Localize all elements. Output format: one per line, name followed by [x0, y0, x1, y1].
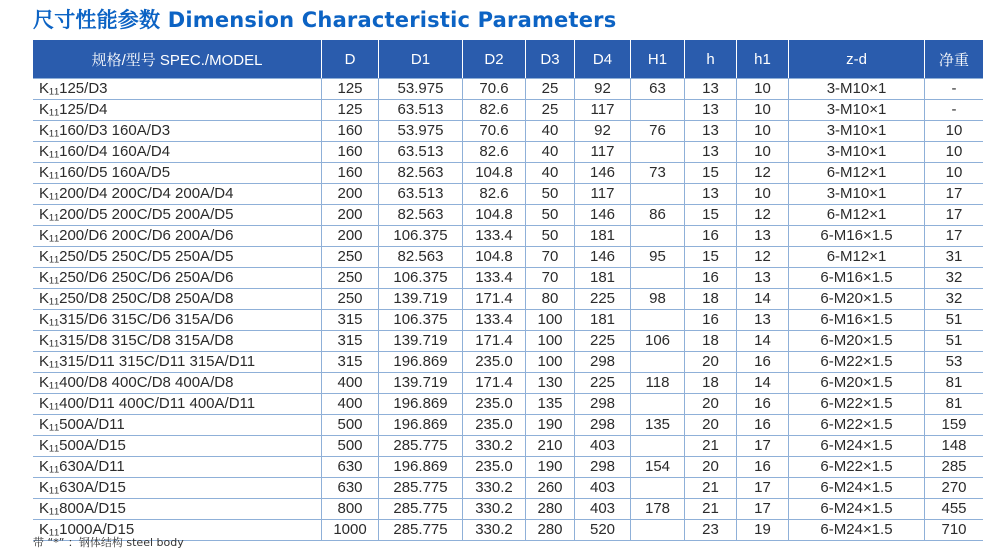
table-row — [33, 120, 983, 141]
table-cell: 6-M20×1.5 — [788, 288, 924, 309]
table-cell: 455 — [924, 498, 983, 519]
table-cell: 315 — [321, 351, 378, 372]
table-row — [33, 477, 983, 498]
table-cell: 100 — [525, 309, 574, 330]
table-cell: 82.563 — [378, 246, 462, 267]
table-cell: 32 — [924, 288, 983, 309]
table-cell: 196.869 — [378, 393, 462, 414]
model-cell: K₁₁800A/D15 — [33, 498, 321, 519]
table-cell: 13 — [684, 78, 736, 99]
column-header: D1 — [378, 40, 462, 78]
table-cell: 500 — [321, 435, 378, 456]
table-cell: 106 — [630, 330, 684, 351]
table-cell: 63 — [630, 78, 684, 99]
table-cell: 15 — [684, 246, 736, 267]
table-row — [33, 225, 983, 246]
table-cell: 125 — [321, 99, 378, 120]
model-cell: K₁₁250/D8 250C/D8 250A/D8 — [33, 288, 321, 309]
table-cell: 10 — [924, 141, 983, 162]
table-cell: 15 — [684, 204, 736, 225]
table-cell: 330.2 — [462, 498, 525, 519]
table-cell: 73 — [630, 162, 684, 183]
table-cell: 13 — [684, 99, 736, 120]
model-cell: K₁₁250/D6 250C/D6 250A/D6 — [33, 267, 321, 288]
table-cell: 298 — [574, 456, 630, 477]
table-cell: 400 — [321, 372, 378, 393]
table-cell: 133.4 — [462, 309, 525, 330]
model-cell: K₁₁400/D8 400C/D8 400A/D8 — [33, 372, 321, 393]
table-cell: 13 — [684, 141, 736, 162]
table-cell: 285 — [924, 456, 983, 477]
table-row — [33, 162, 983, 183]
table-cell: 235.0 — [462, 351, 525, 372]
table-cell: 16 — [684, 309, 736, 330]
model-cell: K₁₁160/D3 160A/D3 — [33, 120, 321, 141]
table-cell — [630, 225, 684, 246]
table-cell: 6-M20×1.5 — [788, 330, 924, 351]
table-cell: 6-M24×1.5 — [788, 498, 924, 519]
table-cell: 50 — [525, 204, 574, 225]
table-cell — [630, 435, 684, 456]
table-cell: 31 — [924, 246, 983, 267]
table-cell: 12 — [736, 162, 788, 183]
table-cell: 225 — [574, 288, 630, 309]
table-cell: 40 — [525, 141, 574, 162]
table-cell: 710 — [924, 519, 983, 541]
column-header: D3 — [525, 40, 574, 78]
table-cell: 12 — [736, 204, 788, 225]
table-cell: 13 — [736, 225, 788, 246]
table-row — [33, 204, 983, 225]
table-cell: 100 — [525, 351, 574, 372]
table-cell: 16 — [736, 393, 788, 414]
table-cell: 20 — [684, 393, 736, 414]
table-cell: 63.513 — [378, 99, 462, 120]
table-row — [33, 78, 983, 99]
table-cell: 196.869 — [378, 351, 462, 372]
column-header: h — [684, 40, 736, 78]
table-cell: 16 — [684, 225, 736, 246]
model-cell: K₁₁315/D11 315C/D11 315A/D11 — [33, 351, 321, 372]
table-cell: 210 — [525, 435, 574, 456]
table-cell: 63.513 — [378, 183, 462, 204]
table-cell: 40 — [525, 162, 574, 183]
table-cell: 19 — [736, 519, 788, 541]
page-title: 尺寸性能参数 Dimension Characteristic Parameters — [33, 8, 617, 32]
table-cell: 250 — [321, 246, 378, 267]
table-cell: 400 — [321, 393, 378, 414]
table-cell: 285.775 — [378, 435, 462, 456]
table-cell — [630, 99, 684, 120]
table-cell — [630, 183, 684, 204]
table-cell: 190 — [525, 414, 574, 435]
table-cell: 125 — [321, 78, 378, 99]
table-cell: 53 — [924, 351, 983, 372]
table-cell: 130 — [525, 372, 574, 393]
table-cell: 70.6 — [462, 120, 525, 141]
table-cell: 196.869 — [378, 456, 462, 477]
table-cell: 80 — [525, 288, 574, 309]
table-cell: 280 — [525, 519, 574, 541]
table-cell: 235.0 — [462, 456, 525, 477]
table-cell: 51 — [924, 309, 983, 330]
model-cell: K₁₁630A/D11 — [33, 456, 321, 477]
column-header: h1 — [736, 40, 788, 78]
model-cell: K₁₁400/D11 400C/D11 400A/D11 — [33, 393, 321, 414]
table-cell: 98 — [630, 288, 684, 309]
table-cell: 76 — [630, 120, 684, 141]
table-row — [33, 141, 983, 162]
table-cell: 6-M12×1 — [788, 162, 924, 183]
table-cell: 10 — [924, 120, 983, 141]
table-cell: 10 — [736, 78, 788, 99]
table-cell: 21 — [684, 498, 736, 519]
table-cell: 315 — [321, 309, 378, 330]
table-cell: 630 — [321, 477, 378, 498]
table-cell: 403 — [574, 435, 630, 456]
table-cell: 3-M10×1 — [788, 99, 924, 120]
table-cell: 70 — [525, 267, 574, 288]
table-cell: 16 — [736, 414, 788, 435]
table-cell: 181 — [574, 267, 630, 288]
table-cell: 6-M22×1.5 — [788, 456, 924, 477]
table-cell: 403 — [574, 477, 630, 498]
table-cell: 250 — [321, 267, 378, 288]
table-cell: 82.6 — [462, 99, 525, 120]
table-cell: 298 — [574, 393, 630, 414]
table-row — [33, 330, 983, 351]
table-cell: 6-M16×1.5 — [788, 225, 924, 246]
table-cell: 196.869 — [378, 414, 462, 435]
table-cell: 630 — [321, 456, 378, 477]
table-cell: 106.375 — [378, 309, 462, 330]
column-header: H1 — [630, 40, 684, 78]
table-cell: 235.0 — [462, 414, 525, 435]
table-cell: 6-M16×1.5 — [788, 267, 924, 288]
table-cell: 148 — [924, 435, 983, 456]
table-cell: 13 — [684, 120, 736, 141]
table-cell: 82.563 — [378, 204, 462, 225]
table-body — [33, 78, 983, 541]
table-cell: 14 — [736, 330, 788, 351]
table-cell — [630, 351, 684, 372]
table-cell: 117 — [574, 183, 630, 204]
table-cell: 92 — [574, 120, 630, 141]
table-cell: 146 — [574, 204, 630, 225]
table-cell: 70.6 — [462, 78, 525, 99]
table-cell — [630, 267, 684, 288]
table-cell: 14 — [736, 288, 788, 309]
model-cell: K₁₁250/D5 250C/D5 250A/D5 — [33, 246, 321, 267]
table-cell: 10 — [736, 120, 788, 141]
table-cell: 135 — [630, 414, 684, 435]
table-cell: 133.4 — [462, 225, 525, 246]
table-row — [33, 393, 983, 414]
table-cell: 171.4 — [462, 330, 525, 351]
table-cell: 330.2 — [462, 435, 525, 456]
model-cell: K₁₁500A/D11 — [33, 414, 321, 435]
table-cell: 298 — [574, 351, 630, 372]
table-cell: 3-M10×1 — [788, 120, 924, 141]
table-cell: 17 — [924, 225, 983, 246]
table-cell: 106.375 — [378, 225, 462, 246]
table-cell: 6-M22×1.5 — [788, 414, 924, 435]
table-cell: 3-M10×1 — [788, 183, 924, 204]
table-cell: 82.6 — [462, 183, 525, 204]
table-cell: 20 — [684, 351, 736, 372]
table-cell: 10 — [736, 183, 788, 204]
model-cell: K₁₁160/D5 160A/D5 — [33, 162, 321, 183]
table-cell: 117 — [574, 99, 630, 120]
column-header: z-d — [788, 40, 924, 78]
table-cell: 23 — [684, 519, 736, 541]
table-cell: 800 — [321, 498, 378, 519]
table-cell: 330.2 — [462, 519, 525, 541]
table-cell: 159 — [924, 414, 983, 435]
table-cell: 10 — [736, 141, 788, 162]
model-cell: K₁₁1000A/D15 — [33, 519, 321, 541]
table-cell: 6-M24×1.5 — [788, 477, 924, 498]
table-cell: 50 — [525, 183, 574, 204]
table-cell: 181 — [574, 309, 630, 330]
table-cell: 10 — [924, 162, 983, 183]
table-cell: 53.975 — [378, 120, 462, 141]
table-cell: 133.4 — [462, 267, 525, 288]
table-row — [33, 498, 983, 519]
table-cell: 13 — [684, 183, 736, 204]
table-cell: 100 — [525, 330, 574, 351]
table-cell: 146 — [574, 246, 630, 267]
table-cell: 63.513 — [378, 141, 462, 162]
table-cell: 178 — [630, 498, 684, 519]
table-cell: 171.4 — [462, 372, 525, 393]
table-cell: 25 — [525, 78, 574, 99]
model-cell: K₁₁500A/D15 — [33, 435, 321, 456]
table-cell — [630, 309, 684, 330]
model-cell: K₁₁160/D4 160A/D4 — [33, 141, 321, 162]
table-cell: 6-M24×1.5 — [788, 519, 924, 541]
model-cell: K₁₁200/D5 200C/D5 200A/D5 — [33, 204, 321, 225]
footnote: 带 “*” ：钢体结构 steel body — [33, 536, 184, 549]
table-row — [33, 288, 983, 309]
table-cell: 13 — [736, 267, 788, 288]
table-cell: 20 — [684, 456, 736, 477]
table-cell: 171.4 — [462, 288, 525, 309]
table-cell: 6-M22×1.5 — [788, 393, 924, 414]
table-row — [33, 183, 983, 204]
model-cell: K₁₁315/D8 315C/D8 315A/D8 — [33, 330, 321, 351]
table-cell: 154 — [630, 456, 684, 477]
table-cell: 139.719 — [378, 288, 462, 309]
table-cell: 280 — [525, 498, 574, 519]
table-cell — [630, 393, 684, 414]
table-cell: 40 — [525, 120, 574, 141]
table-cell: 81 — [924, 372, 983, 393]
table-cell: 139.719 — [378, 330, 462, 351]
table-cell: 82.563 — [378, 162, 462, 183]
table-cell: 14 — [736, 372, 788, 393]
table-cell: 270 — [924, 477, 983, 498]
table-cell — [630, 141, 684, 162]
model-cell: K₁₁125/D4 — [33, 99, 321, 120]
table-cell: 17 — [736, 498, 788, 519]
table-cell: 225 — [574, 372, 630, 393]
table-cell: - — [924, 78, 983, 99]
table-cell: 16 — [736, 456, 788, 477]
table-cell: 21 — [684, 477, 736, 498]
table-cell: - — [924, 99, 983, 120]
table-cell: 520 — [574, 519, 630, 541]
table-cell — [630, 519, 684, 541]
table-cell: 17 — [924, 204, 983, 225]
table-cell: 12 — [736, 246, 788, 267]
table-cell: 1000 — [321, 519, 378, 541]
table-cell: 285.775 — [378, 477, 462, 498]
table-row — [33, 267, 983, 288]
table-cell: 118 — [630, 372, 684, 393]
table-cell: 225 — [574, 330, 630, 351]
table-cell: 86 — [630, 204, 684, 225]
table-cell: 18 — [684, 372, 736, 393]
table-header-row — [33, 40, 983, 78]
table-cell: 3-M10×1 — [788, 141, 924, 162]
table-cell: 403 — [574, 498, 630, 519]
table-cell: 250 — [321, 288, 378, 309]
table-cell: 50 — [525, 225, 574, 246]
model-cell: K₁₁125/D3 — [33, 78, 321, 99]
table-cell: 260 — [525, 477, 574, 498]
spec-table — [33, 40, 983, 541]
table-cell: 3-M10×1 — [788, 78, 924, 99]
table-cell: 285.775 — [378, 498, 462, 519]
table-cell: 17 — [736, 435, 788, 456]
table-cell: 200 — [321, 225, 378, 246]
table-row — [33, 456, 983, 477]
column-header: 规格/型号 SPEC./MODEL — [33, 40, 321, 78]
table-cell: 13 — [736, 309, 788, 330]
table-cell: 160 — [321, 120, 378, 141]
table-cell: 51 — [924, 330, 983, 351]
table-cell: 104.8 — [462, 162, 525, 183]
table-cell: 18 — [684, 288, 736, 309]
table-cell: 6-M20×1.5 — [788, 372, 924, 393]
table-cell: 315 — [321, 330, 378, 351]
column-header: D — [321, 40, 378, 78]
table-row — [33, 351, 983, 372]
table-cell: 21 — [684, 435, 736, 456]
table-cell: 330.2 — [462, 477, 525, 498]
table-cell: 500 — [321, 414, 378, 435]
table-cell: 298 — [574, 414, 630, 435]
table-cell: 18 — [684, 330, 736, 351]
table-cell: 104.8 — [462, 246, 525, 267]
table-cell: 25 — [525, 99, 574, 120]
column-header: 净重 — [924, 40, 983, 78]
model-cell: K₁₁200/D6 200C/D6 200A/D6 — [33, 225, 321, 246]
table-row — [33, 309, 983, 330]
model-cell: K₁₁200/D4 200C/D4 200A/D4 — [33, 183, 321, 204]
table-cell — [630, 477, 684, 498]
table-cell: 235.0 — [462, 393, 525, 414]
table-cell: 92 — [574, 78, 630, 99]
table-cell: 139.719 — [378, 372, 462, 393]
table-cell: 82.6 — [462, 141, 525, 162]
table-cell: 16 — [684, 267, 736, 288]
table-cell: 190 — [525, 456, 574, 477]
table-cell: 32 — [924, 267, 983, 288]
table-row — [33, 372, 983, 393]
table-cell: 200 — [321, 183, 378, 204]
table-cell: 200 — [321, 204, 378, 225]
table-cell: 53.975 — [378, 78, 462, 99]
table-cell: 6-M12×1 — [788, 204, 924, 225]
table-cell: 6-M16×1.5 — [788, 309, 924, 330]
table-cell: 146 — [574, 162, 630, 183]
table-cell: 17 — [736, 477, 788, 498]
table-cell: 181 — [574, 225, 630, 246]
table-cell: 20 — [684, 414, 736, 435]
model-cell: K₁₁630A/D15 — [33, 477, 321, 498]
table-cell: 81 — [924, 393, 983, 414]
table-cell: 117 — [574, 141, 630, 162]
table-cell: 160 — [321, 162, 378, 183]
table-cell: 106.375 — [378, 267, 462, 288]
table-cell: 6-M24×1.5 — [788, 435, 924, 456]
table-cell: 70 — [525, 246, 574, 267]
table-cell: 6-M12×1 — [788, 246, 924, 267]
model-cell: K₁₁315/D6 315C/D6 315A/D6 — [33, 309, 321, 330]
table-cell: 160 — [321, 141, 378, 162]
column-header: D2 — [462, 40, 525, 78]
table-cell: 10 — [736, 99, 788, 120]
table-cell: 135 — [525, 393, 574, 414]
table-cell: 6-M22×1.5 — [788, 351, 924, 372]
table-cell: 285.775 — [378, 519, 462, 541]
table-cell: 15 — [684, 162, 736, 183]
table-cell: 17 — [924, 183, 983, 204]
column-header: D4 — [574, 40, 630, 78]
table-cell: 104.8 — [462, 204, 525, 225]
table-cell: 16 — [736, 351, 788, 372]
table-row — [33, 435, 983, 456]
table-row — [33, 99, 983, 120]
table-cell: 95 — [630, 246, 684, 267]
table-row — [33, 246, 983, 267]
table-row — [33, 414, 983, 435]
